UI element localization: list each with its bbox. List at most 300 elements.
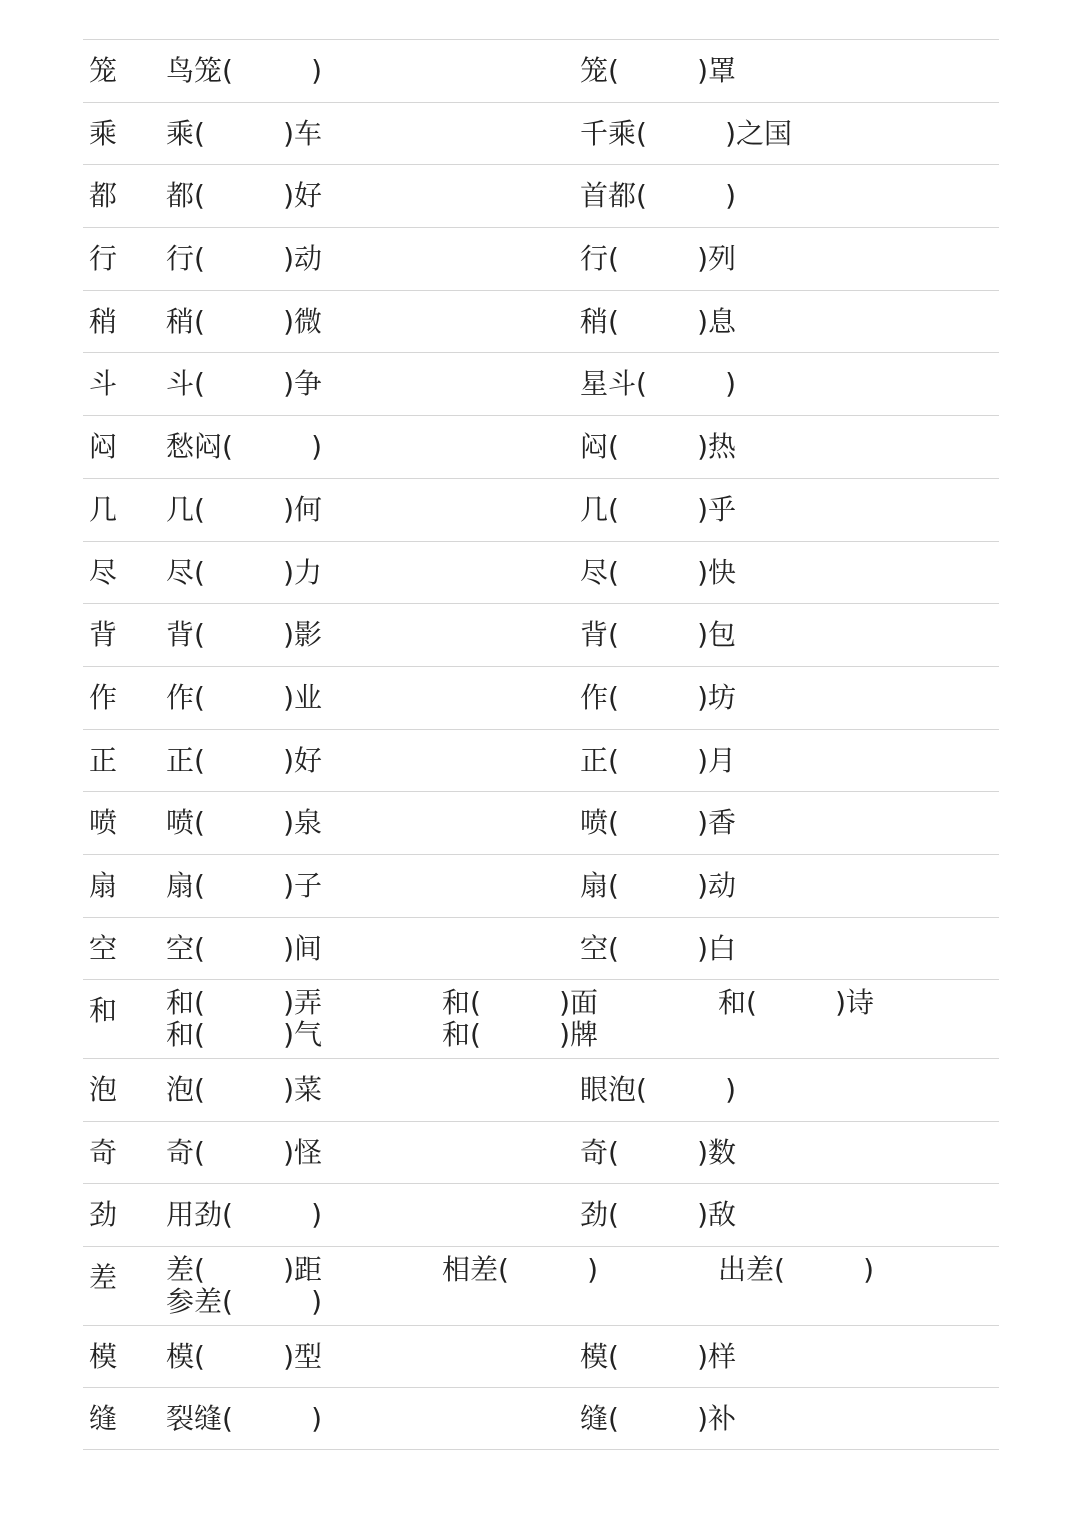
word-prefix: 首都 xyxy=(580,179,637,212)
word-suffix: 子 xyxy=(294,869,323,902)
answer-blank-parentheses[interactable] xyxy=(194,986,294,1020)
row-character: 笼 xyxy=(89,54,118,87)
open-paren: ( xyxy=(194,1340,205,1373)
word-blank xyxy=(166,869,322,903)
close-paren: ) xyxy=(283,117,295,150)
word-prefix: 用劲 xyxy=(166,1198,223,1231)
open-paren: ( xyxy=(222,430,233,463)
close-paren: ) xyxy=(311,430,323,463)
word-blank xyxy=(580,117,792,151)
open-paren: ( xyxy=(608,305,619,338)
close-paren: ) xyxy=(725,117,737,150)
row-character: 闷 xyxy=(89,430,118,463)
table-row xyxy=(83,791,999,855)
row-character: 空 xyxy=(89,932,118,965)
word-blank xyxy=(166,1073,322,1107)
close-paren: ) xyxy=(697,744,709,777)
close-paren: ) xyxy=(283,179,295,212)
word-prefix: 斗 xyxy=(166,367,195,400)
word-blank xyxy=(166,806,322,840)
answer-blank-parentheses[interactable] xyxy=(608,869,708,903)
word-prefix: 背 xyxy=(580,618,609,651)
close-paren: ) xyxy=(283,618,295,651)
row-character: 和 xyxy=(89,994,118,1027)
word-blank xyxy=(442,986,598,1020)
word-prefix: 喷 xyxy=(166,806,195,839)
word-suffix: 样 xyxy=(708,1340,737,1373)
word-suffix: 快 xyxy=(708,556,737,589)
row-character: 作 xyxy=(89,681,118,714)
open-paren: ( xyxy=(194,932,205,965)
answer-blank-parentheses[interactable] xyxy=(608,242,708,276)
close-paren: ) xyxy=(697,430,709,463)
answer-blank-parentheses[interactable] xyxy=(194,1018,294,1052)
answer-blank-parentheses[interactable] xyxy=(194,1253,294,1287)
row-character: 斗 xyxy=(89,367,118,400)
table-row xyxy=(83,478,999,542)
answer-blank-parentheses[interactable] xyxy=(222,1402,322,1436)
open-paren: ( xyxy=(194,869,205,902)
word-blank xyxy=(580,430,736,464)
open-paren: ( xyxy=(608,54,619,87)
close-paren: ) xyxy=(311,1198,323,1231)
word-blank xyxy=(580,1402,736,1436)
answer-blank-parentheses[interactable] xyxy=(194,681,294,715)
word-suffix: 力 xyxy=(294,556,323,589)
answer-blank-parentheses[interactable] xyxy=(498,1253,598,1287)
row-character: 缝 xyxy=(89,1402,118,1435)
answer-blank-parentheses[interactable] xyxy=(194,744,294,778)
open-paren: ( xyxy=(194,744,205,777)
word-blank xyxy=(580,1073,736,1107)
open-paren: ( xyxy=(608,932,619,965)
word-blank xyxy=(166,493,322,527)
row-character: 泡 xyxy=(89,1073,118,1106)
word-blank xyxy=(580,1136,736,1170)
row-character: 正 xyxy=(89,744,118,777)
open-paren: ( xyxy=(608,556,619,589)
word-blank xyxy=(580,367,736,401)
close-paren: ) xyxy=(863,1253,875,1286)
answer-blank-parentheses[interactable] xyxy=(194,1340,294,1374)
table-row xyxy=(83,603,999,667)
answer-blank-parentheses[interactable] xyxy=(470,986,570,1020)
close-paren: ) xyxy=(725,1073,737,1106)
table-row xyxy=(83,290,999,353)
row-character: 奇 xyxy=(89,1136,118,1169)
row-character: 喷 xyxy=(89,806,118,839)
word-suffix: 牌 xyxy=(570,1018,599,1051)
close-paren: ) xyxy=(283,986,295,1019)
word-blank xyxy=(166,430,322,464)
answer-blank-parentheses[interactable] xyxy=(194,179,294,213)
answer-blank-parentheses[interactable] xyxy=(608,681,708,715)
word-blank xyxy=(580,681,736,715)
word-blank xyxy=(580,932,736,966)
word-prefix: 泡 xyxy=(166,1073,195,1106)
close-paren: ) xyxy=(283,242,295,275)
close-paren: ) xyxy=(283,1018,295,1051)
word-suffix: 距 xyxy=(294,1253,323,1286)
word-blank xyxy=(166,1253,322,1287)
word-blank xyxy=(442,1253,598,1287)
word-blank xyxy=(580,242,736,276)
open-paren: ( xyxy=(194,493,205,526)
word-prefix: 奇 xyxy=(166,1136,195,1169)
open-paren: ( xyxy=(608,869,619,902)
word-suffix: 影 xyxy=(294,618,323,651)
close-paren: ) xyxy=(697,556,709,589)
answer-blank-parentheses[interactable] xyxy=(746,986,846,1020)
open-paren: ( xyxy=(194,618,205,651)
answer-blank-parentheses[interactable] xyxy=(222,1198,322,1232)
open-paren: ( xyxy=(498,1253,509,1286)
close-paren: ) xyxy=(697,1402,709,1435)
word-suffix: 补 xyxy=(708,1402,737,1435)
word-suffix: 包 xyxy=(708,618,737,651)
word-prefix: 劲 xyxy=(580,1198,609,1231)
open-paren: ( xyxy=(608,681,619,714)
answer-blank-parentheses[interactable] xyxy=(636,367,736,401)
close-paren: ) xyxy=(697,1136,709,1169)
open-paren: ( xyxy=(194,367,205,400)
word-suffix: 气 xyxy=(294,1018,323,1051)
word-prefix: 奇 xyxy=(580,1136,609,1169)
answer-blank-parentheses[interactable] xyxy=(608,54,708,88)
open-paren: ( xyxy=(222,54,233,87)
row-character: 模 xyxy=(89,1340,118,1373)
word-prefix: 尽 xyxy=(580,556,609,589)
word-blank xyxy=(166,1018,322,1052)
table-row xyxy=(83,854,999,918)
open-paren: ( xyxy=(608,493,619,526)
close-paren: ) xyxy=(283,1136,295,1169)
word-blank xyxy=(166,932,322,966)
word-prefix: 都 xyxy=(166,179,195,212)
word-suffix: 好 xyxy=(294,179,323,212)
word-blank xyxy=(166,1402,322,1436)
word-blank xyxy=(580,493,736,527)
word-blank xyxy=(580,1340,736,1374)
close-paren: ) xyxy=(697,806,709,839)
table-bottom-rule xyxy=(83,1449,999,1450)
answer-blank-parentheses[interactable] xyxy=(194,932,294,966)
answer-blank-parentheses[interactable] xyxy=(194,869,294,903)
answer-blank-parentheses[interactable] xyxy=(608,305,708,339)
table-row xyxy=(83,1387,999,1450)
answer-blank-parentheses[interactable] xyxy=(608,556,708,590)
word-prefix: 正 xyxy=(580,744,609,777)
word-blank xyxy=(580,54,736,88)
word-prefix: 眼泡 xyxy=(580,1073,637,1106)
word-blank xyxy=(580,806,736,840)
close-paren: ) xyxy=(697,618,709,651)
answer-blank-parentheses[interactable] xyxy=(608,618,708,652)
answer-blank-parentheses[interactable] xyxy=(608,1136,708,1170)
open-paren: ( xyxy=(194,986,205,1019)
close-paren: ) xyxy=(283,1253,295,1286)
word-prefix: 闷 xyxy=(580,430,609,463)
word-prefix: 扇 xyxy=(580,869,609,902)
word-prefix: 和 xyxy=(166,1018,195,1051)
word-suffix: 热 xyxy=(708,430,737,463)
word-blank xyxy=(166,367,322,401)
open-paren: ( xyxy=(470,1018,481,1051)
open-paren: ( xyxy=(608,1340,619,1373)
word-suffix: 车 xyxy=(294,117,323,150)
word-blank xyxy=(718,986,874,1020)
word-blank xyxy=(166,744,322,778)
close-paren: ) xyxy=(697,305,709,338)
answer-blank-parentheses[interactable] xyxy=(194,806,294,840)
row-character: 扇 xyxy=(89,869,118,902)
open-paren: ( xyxy=(636,117,647,150)
open-paren: ( xyxy=(636,367,647,400)
table-row xyxy=(83,227,999,291)
word-suffix: 敌 xyxy=(708,1198,737,1231)
answer-blank-parentheses[interactable] xyxy=(608,1402,708,1436)
open-paren: ( xyxy=(194,1253,205,1286)
row-character: 几 xyxy=(89,493,118,526)
word-blank xyxy=(166,556,322,590)
word-blank xyxy=(166,1198,322,1232)
word-prefix: 出差 xyxy=(718,1253,775,1286)
answer-blank-parentheses[interactable] xyxy=(608,744,708,778)
close-paren: ) xyxy=(283,1340,295,1373)
open-paren: ( xyxy=(746,986,757,1019)
word-prefix: 作 xyxy=(166,681,195,714)
word-prefix: 扇 xyxy=(166,869,195,902)
open-paren: ( xyxy=(194,1073,205,1106)
word-suffix: 好 xyxy=(294,744,323,777)
table-row xyxy=(83,102,999,165)
word-prefix: 笼 xyxy=(580,54,609,87)
close-paren: ) xyxy=(697,681,709,714)
answer-blank-parentheses[interactable] xyxy=(194,117,294,151)
word-prefix: 差 xyxy=(166,1253,195,1286)
open-paren: ( xyxy=(608,1198,619,1231)
answer-blank-parentheses[interactable] xyxy=(470,1018,570,1052)
word-suffix: 息 xyxy=(708,305,737,338)
open-paren: ( xyxy=(222,1285,233,1318)
open-paren: ( xyxy=(194,1136,205,1169)
word-prefix: 喷 xyxy=(580,806,609,839)
word-blank xyxy=(166,179,322,213)
answer-blank-parentheses[interactable] xyxy=(608,1340,708,1374)
word-blank xyxy=(166,117,322,151)
close-paren: ) xyxy=(283,556,295,589)
open-paren: ( xyxy=(608,430,619,463)
close-paren: ) xyxy=(283,869,295,902)
close-paren: ) xyxy=(697,932,709,965)
word-prefix: 行 xyxy=(580,242,609,275)
answer-blank-parentheses[interactable] xyxy=(194,1073,294,1107)
word-suffix: 业 xyxy=(294,681,323,714)
answer-blank-parentheses[interactable] xyxy=(636,179,736,213)
table-row xyxy=(83,164,999,228)
answer-blank-parentheses[interactable] xyxy=(636,117,736,151)
answer-blank-parentheses[interactable] xyxy=(194,242,294,276)
word-prefix: 和 xyxy=(718,986,747,1019)
answer-blank-parentheses[interactable] xyxy=(636,1073,736,1107)
close-paren: ) xyxy=(283,806,295,839)
word-prefix: 模 xyxy=(166,1340,195,1373)
word-suffix: 面 xyxy=(570,986,599,1019)
table-row xyxy=(83,352,999,416)
word-prefix: 几 xyxy=(580,493,609,526)
word-prefix: 行 xyxy=(166,242,195,275)
word-prefix: 稍 xyxy=(580,305,609,338)
row-character: 尽 xyxy=(89,556,118,589)
open-paren: ( xyxy=(636,179,647,212)
close-paren: ) xyxy=(697,493,709,526)
word-blank xyxy=(580,869,736,903)
answer-blank-parentheses[interactable] xyxy=(194,493,294,527)
word-prefix: 和 xyxy=(442,1018,471,1051)
answer-blank-parentheses[interactable] xyxy=(608,493,708,527)
word-suffix: 动 xyxy=(294,242,323,275)
word-blank xyxy=(442,1018,598,1052)
close-paren: ) xyxy=(311,54,323,87)
row-character: 劲 xyxy=(89,1198,118,1231)
word-suffix: 菜 xyxy=(294,1073,323,1106)
close-paren: ) xyxy=(283,932,295,965)
word-suffix: 动 xyxy=(708,869,737,902)
table-row xyxy=(83,415,999,479)
open-paren: ( xyxy=(222,1402,233,1435)
close-paren: ) xyxy=(697,869,709,902)
close-paren: ) xyxy=(311,1285,323,1318)
word-prefix: 尽 xyxy=(166,556,195,589)
word-suffix: 列 xyxy=(708,242,737,275)
open-paren: ( xyxy=(194,242,205,275)
open-paren: ( xyxy=(194,681,205,714)
word-prefix: 缝 xyxy=(580,1402,609,1435)
word-prefix: 正 xyxy=(166,744,195,777)
table-row xyxy=(83,1058,999,1122)
word-blank xyxy=(580,744,736,778)
close-paren: ) xyxy=(283,305,295,338)
answer-blank-parentheses[interactable] xyxy=(194,556,294,590)
answer-blank-parentheses[interactable] xyxy=(774,1253,874,1287)
close-paren: ) xyxy=(283,681,295,714)
close-paren: ) xyxy=(283,493,295,526)
word-suffix: 微 xyxy=(294,305,323,338)
close-paren: ) xyxy=(283,744,295,777)
answer-blank-parentheses[interactable] xyxy=(222,54,322,88)
word-blank xyxy=(166,305,322,339)
close-paren: ) xyxy=(697,54,709,87)
word-blank xyxy=(580,556,736,590)
close-paren: ) xyxy=(725,367,737,400)
word-prefix: 模 xyxy=(580,1340,609,1373)
word-prefix: 作 xyxy=(580,681,609,714)
answer-blank-parentheses[interactable] xyxy=(608,1198,708,1232)
answer-blank-parentheses[interactable] xyxy=(194,367,294,401)
word-prefix: 鸟笼 xyxy=(166,54,223,87)
open-paren: ( xyxy=(194,806,205,839)
table-row xyxy=(83,666,999,730)
word-prefix: 乘 xyxy=(166,117,195,150)
word-prefix: 空 xyxy=(580,932,609,965)
word-suffix: 间 xyxy=(294,932,323,965)
word-suffix: 诗 xyxy=(846,986,875,1019)
open-paren: ( xyxy=(608,1402,619,1435)
row-character: 乘 xyxy=(89,117,118,150)
table-row xyxy=(83,1246,999,1326)
word-blank xyxy=(166,618,322,652)
open-paren: ( xyxy=(608,744,619,777)
table-row xyxy=(83,917,999,980)
answer-blank-parentheses[interactable] xyxy=(608,430,708,464)
answer-blank-parentheses[interactable] xyxy=(608,806,708,840)
word-prefix: 和 xyxy=(442,986,471,1019)
word-blank xyxy=(580,179,736,213)
word-blank xyxy=(580,305,736,339)
word-prefix: 星斗 xyxy=(580,367,637,400)
word-suffix: 白 xyxy=(708,932,737,965)
answer-blank-parentheses[interactable] xyxy=(194,618,294,652)
word-blank xyxy=(166,54,322,88)
table-row xyxy=(83,1121,999,1184)
word-blank xyxy=(166,1340,322,1374)
table-row xyxy=(83,729,999,792)
word-blank xyxy=(166,681,322,715)
word-suffix: 争 xyxy=(294,367,323,400)
close-paren: ) xyxy=(559,1018,571,1051)
word-prefix: 空 xyxy=(166,932,195,965)
word-prefix: 几 xyxy=(166,493,195,526)
close-paren: ) xyxy=(283,367,295,400)
word-suffix: 弄 xyxy=(294,986,323,1019)
word-prefix: 愁闷 xyxy=(166,430,223,463)
answer-blank-parentheses[interactable] xyxy=(222,430,322,464)
word-prefix: 千乘 xyxy=(580,117,637,150)
row-character: 都 xyxy=(89,179,118,212)
word-prefix: 参差 xyxy=(166,1285,223,1318)
word-prefix: 相差 xyxy=(442,1253,499,1286)
close-paren: ) xyxy=(725,179,737,212)
close-paren: ) xyxy=(559,986,571,1019)
open-paren: ( xyxy=(608,1136,619,1169)
table-row xyxy=(83,39,999,103)
word-blank xyxy=(580,1198,736,1232)
answer-blank-parentheses[interactable] xyxy=(222,1285,322,1319)
word-suffix: 何 xyxy=(294,493,323,526)
open-paren: ( xyxy=(608,618,619,651)
table-row xyxy=(83,979,999,1059)
open-paren: ( xyxy=(222,1198,233,1231)
word-suffix: 型 xyxy=(294,1340,323,1373)
word-prefix: 稍 xyxy=(166,305,195,338)
open-paren: ( xyxy=(194,1018,205,1051)
answer-blank-parentheses[interactable] xyxy=(194,305,294,339)
word-blank xyxy=(166,242,322,276)
answer-blank-parentheses[interactable] xyxy=(608,932,708,966)
word-suffix: 之国 xyxy=(736,117,793,150)
row-character: 行 xyxy=(89,242,118,275)
word-suffix: 乎 xyxy=(708,493,737,526)
answer-blank-parentheses[interactable] xyxy=(194,1136,294,1170)
word-prefix: 背 xyxy=(166,618,195,651)
close-paren: ) xyxy=(697,1340,709,1373)
open-paren: ( xyxy=(194,556,205,589)
word-blank xyxy=(718,1253,874,1287)
open-paren: ( xyxy=(194,305,205,338)
open-paren: ( xyxy=(608,242,619,275)
open-paren: ( xyxy=(194,179,205,212)
table-row xyxy=(83,1325,999,1388)
